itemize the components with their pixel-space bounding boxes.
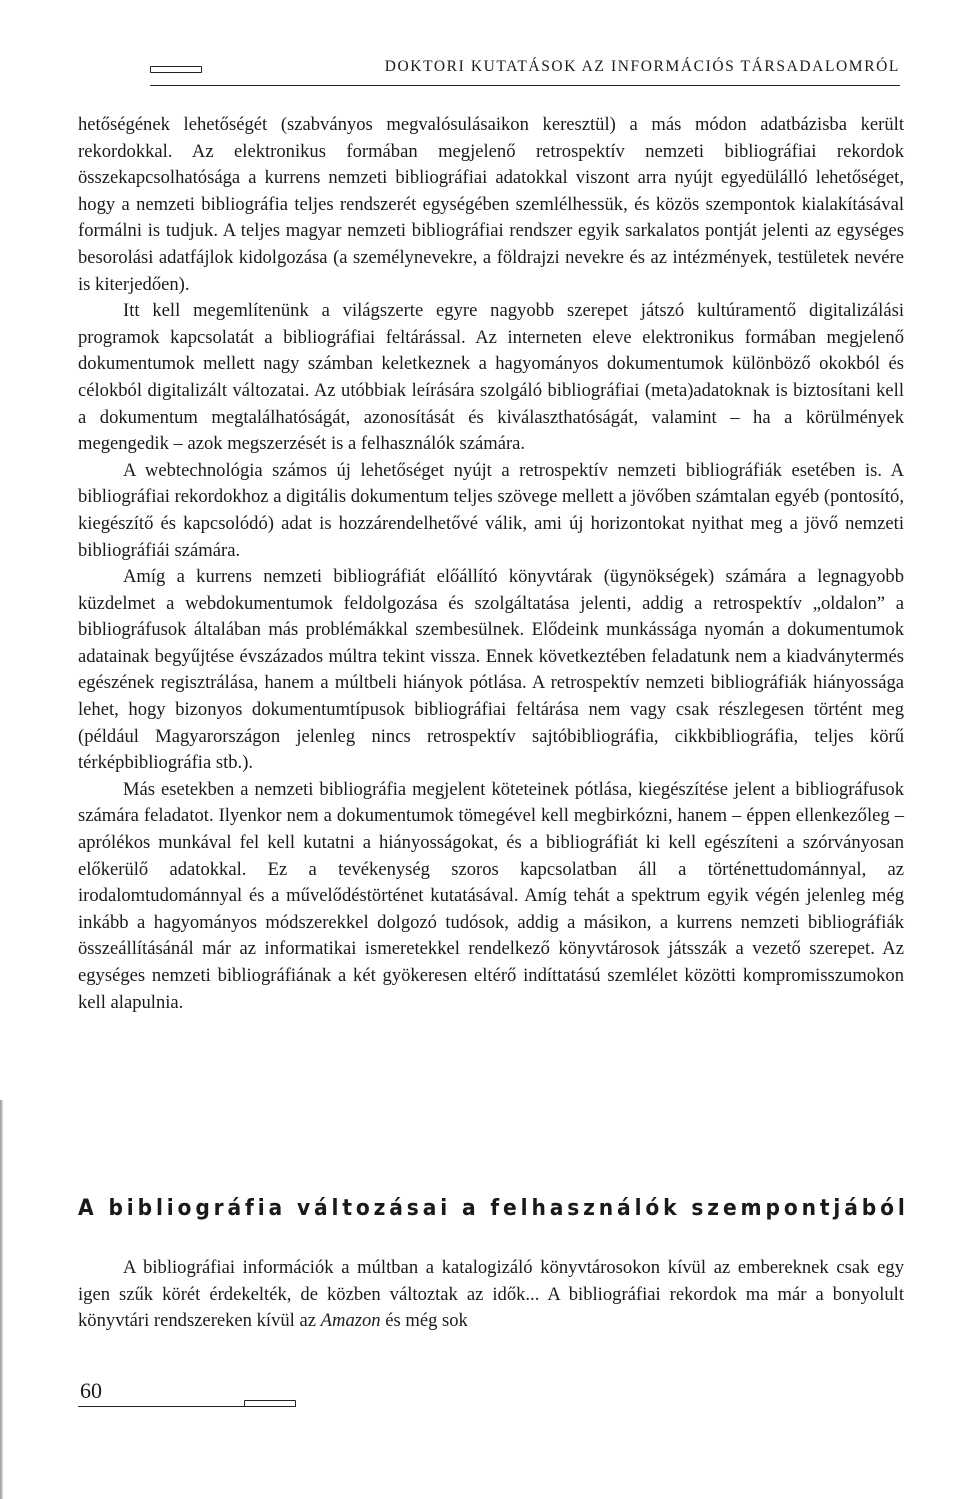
text-run: és még sok (380, 1310, 468, 1332)
footer-ornament (244, 1400, 296, 1407)
body-text (78, 112, 904, 1016)
scan-edge (0, 1100, 3, 1499)
paragraph: Más esetekben a nemzeti bibliográfia megjelent köteteinek pótlása, kiegészítése jelent a bibliográfusok számára feladatot. Ilyenkor nem a dokumentumok tömegével kell megbirkózni, hanem – éppen ellenkezőleg – aprólékos munkával fel kell kutatni a hiányosságokat, és a bibliográfiát ki kell egészíteni a szórványosan előkerülő adatokkal. Ez a tevékenység szoros kapcsolatban áll a történettudománnyal, az irodalomtudománnyal és a művelődéstörténet kutatásával. Amíg tehát a spektrum egyik végén jelenleg még inkább a hagyományos módszerekkel dolgozó tudósok, addig a másikon, a kurrens nemzeti bibliográfiák összeállításánál már az informatikai ismeretekkel rendelkező könyvtárosok játsszák a vezető szerepet. Az egységes nemzeti bibliográfiának a két gyökeresen eltérő indíttatású szemlélet közötti kompromisszumokon kell alapulnia. (78, 778, 904, 1013)
paragraph (78, 1255, 904, 1335)
section-heading: A bibliográfia változásai a felhasználók szempontjából (78, 1196, 909, 1221)
paragraph: Amíg a kurrens nemzeti bibliográfiát előállító könyvtárak (ügynökségek) számára a legnagyobb küzdelmet a webdokumentumok feldolgozása és szolgáltatása jelenti, addig a retrospektív „oldalon” a bibliográfusok általában más problémákkal szembesülnek. Elődeink munkássága nyomán a dokumentumok adatainak begyűjtése évszázados múltra tekint vissza. Ennek következtében feladatunk nem a kiadványtermés egészének regisztrálása, hanem a múltbeli hiányok pótlása. A retrospektív nemzeti bibliográfiák hiányossága lehet, hogy bizonyos dokumentumtípusok bibliográfiai feltárása nem vagy csak részlegesen történt meg (például Magyarországon jelenleg nincs retrospektív sajtóbibliográfia, cikkbibliográfia, teljes körű térképbibliográfia stb.). (78, 566, 904, 774)
page-number: 60 (80, 1378, 102, 1403)
section-text (78, 1255, 904, 1335)
paragraph: Itt kell megemlítenünk a világszerte egyre nagyobb szerepet játszó kultúramentő digitalizálási programok kapcsolatát a bibliográfiai feltárással. Az interneten eleve elektronikus formában megjelenő dokumentumok mellett nagy számban keletkeznek a hagyományos dokumentumok különböző okokból és célokból digitalizált változatai. Az utóbbiak leírására szolgáló bibliográfiai (meta)adatoknak is biztosítani kell a dokumentum megtalálhatóságát, azonosítását és kiválaszthatóságát, valamint – ha a körülmények megengedik – azok megszerzését is a felhasználók számára. (78, 300, 904, 455)
italic-run: Amazon (320, 1310, 381, 1332)
paragraph: A webtechnológia számos új lehetőséget nyújt a retrospektív nemzeti bibliográfiák esetében is. A bibliográfiai rekordokhoz a digitális dokumentum teljes szövege mellett a jövőben számtalan egyéb (pontosító, kiegészítő és kapcsolódó) adat is hozzárendelhetővé válik, ami új horizontokat nyithat meg a jövő nemzeti bibliográfiái számára. (78, 459, 904, 561)
header-ornament (150, 66, 202, 73)
header-rule (150, 85, 900, 86)
text-run: A bibliográfiai információk a múltban a katalogizáló könyvtárosokon kívül az embereknek csak egy igen szűk körét érdekelték, de közben változtak az idők... A bibliográfiai rekordok ma már a bonyolult könyvtári rendszereken kívül az (78, 1257, 904, 1332)
paragraph: hetőségének lehetőségét (szabványos megvalósulásaikon keresztül) a más módon adatbázisba került rekordokkal. Az elektronikus formában megjelenő retrospektív nemzeti bibliográfiai rekordok összekapcsolhatósága a kurrens nemzeti bibliográfiai adatokkal viszont arra nyújt egyedülálló lehetőséget, hogy a nemzeti bibliográfia teljes rendszerét egységében szemlélhessük, és közös szempontok kialakításával formálni is tudjuk. A teljes magyar nemzeti bibliográfiai rendszer egyik sarkalatos pontját jelenti az egységes besorolási adatfájlok kidolgozása (a személynevekre, a földrajzi nevekre és az intézmények, testületek nevére is kiterjedően). (78, 114, 904, 295)
running-head: DOKTORI KUTATÁSOK AZ INFORMÁCIÓS TÁRSADALOMRÓL (384, 58, 900, 75)
